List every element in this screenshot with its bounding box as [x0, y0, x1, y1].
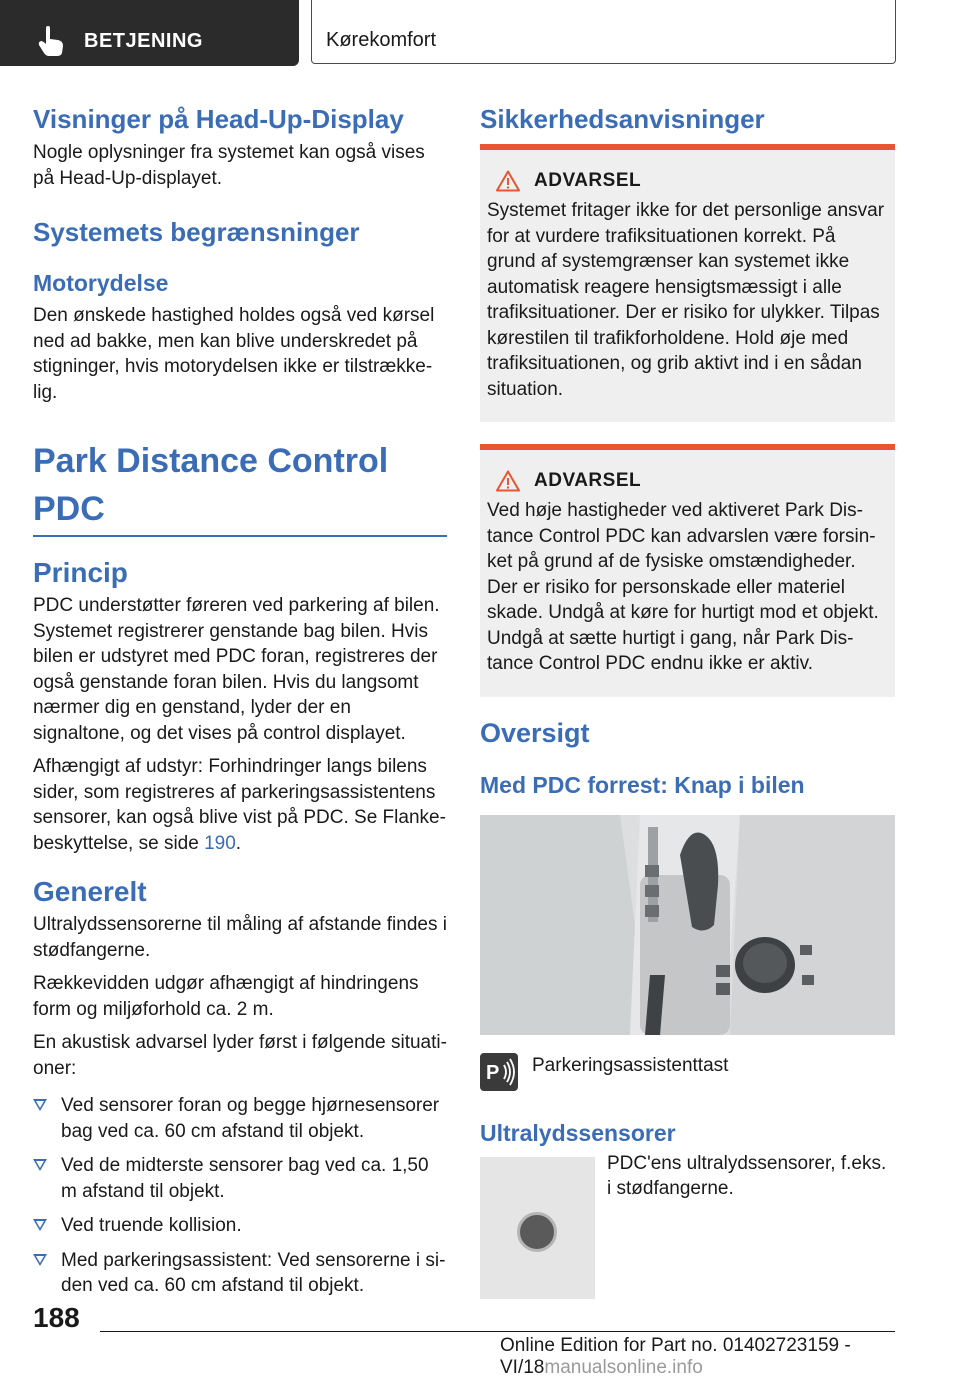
situations-list — [33, 1093, 447, 1299]
warning-title: ADVARSEL — [534, 170, 642, 191]
hud-heading: Visninger på Head-Up-Display — [33, 104, 404, 134]
page-number: 188 — [33, 1302, 80, 1333]
list-item: Ved de midterste sensorer bag ved ca. 1,50 m afstand til objekt. — [33, 1153, 447, 1204]
general-heading: Generelt — [33, 876, 147, 907]
princip-text-2 — [33, 754, 447, 856]
watermark-text: manualsonline.info — [544, 1357, 703, 1378]
princip-text-2-end: . — [235, 832, 242, 854]
list-item: Ved truende kollision. — [33, 1213, 447, 1239]
page-link[interactable]: 190 — [204, 832, 236, 854]
right-column — [480, 100, 895, 1299]
list-item: Med parkeringsassistent: Ved sensorerne i siden ved ca. 60 cm afstand til objekt. — [33, 1248, 447, 1299]
sensors-heading: Ultralydssensorer — [480, 1119, 676, 1146]
footer-rule — [100, 1331, 895, 1332]
chapter-title: Kørekomfort — [326, 29, 437, 51]
pdc-front-heading: Med PDC forrest: Knap i bilen — [480, 771, 805, 798]
sensor-icon — [517, 1212, 557, 1252]
warning-box-1 — [480, 144, 895, 422]
list-item: Ved sensorer foran og begge hjørnesensorer bag ved ca. 60 cm afstand til objekt. — [33, 1093, 447, 1144]
princip-text-1: PDC understøtter føreren ved parkering af bilen. Systemet registrerer genstande bag bilen. Hvis bilen er udstyret med PDC foran, registreres der også genstande foran bilen. Hvis du langsomt nærmer dig en genstand, lyder der en signaltone, og det vises på control displayet. — [33, 595, 440, 744]
warning-triangle-icon — [496, 170, 520, 192]
general-text-1: Ultralydssensorerne til måling af afstande findes i stødfangerne. — [33, 914, 447, 961]
warning-box-2 — [480, 444, 895, 697]
svg-text:P: P — [486, 1061, 500, 1084]
general-text-3: En akustisk advarsel lyder først i følgende situationer: — [33, 1032, 447, 1079]
triangle-bullet-icon — [33, 1159, 47, 1171]
chapter-header — [311, 0, 896, 64]
limits-heading: Systemets begrænsninger — [33, 217, 360, 247]
hud-text: Nogle oplysninger fra systemet kan også vises på Head-Up-displayet. — [33, 142, 425, 189]
warning-triangle-icon — [496, 470, 520, 492]
sensors-text: PDC'ens ultralydssensorer, f.eks. i stødfangerne. — [607, 1152, 887, 1199]
heading-rule — [33, 535, 447, 537]
edition-text: Online Edition for Part no. 01402723159 - VI/18 — [500, 1335, 851, 1378]
button-label: Parkeringsassistenttast — [532, 1054, 729, 1076]
princip-heading: Princip — [33, 557, 128, 588]
warning-title: ADVARSEL — [534, 470, 642, 491]
princip-text-2-body: Afhængigt af udstyr: Forhindringer langs bilens sider, som registreres af parkeringsassistentens sensorer, kan også blive vist på PDC. Se Flankebeskyttelse, se side — [33, 756, 446, 854]
hand-pointer-icon — [38, 26, 66, 56]
center-console-photo — [480, 815, 895, 1035]
safety-heading: Sikkerhedsanvisninger — [480, 104, 765, 134]
section-tab — [0, 0, 299, 66]
button-legend — [480, 1053, 895, 1091]
section-label: BETJENING — [84, 30, 203, 52]
general-text-2: Rækkevidden udgør afhængigt af hindringens form og miljøforhold ca. 2 m. — [33, 973, 419, 1020]
motor-text: Den ønskede hastighed holdes også ved kørsel ned ad bakke, men kan blive underskredet på stigninger, hvis motorydelsen ikke er tilstrækkelig. — [33, 305, 435, 403]
warning-text: Ved høje hastigheder ved aktiveret Park Distance Control PDC kan advarslen være forsinket på grund af de fysiske omstændigheder. Der er risiko for personskade eller materiel skade. Undgå at køre for hurtigt mod et objekt. Undgå at sætte hurtigt i gang, når Park Distance Control PDC endnu ikke er aktiv. — [487, 500, 879, 674]
triangle-bullet-icon — [33, 1254, 47, 1266]
triangle-bullet-icon — [33, 1219, 47, 1231]
pdc-heading: Park Distance Control PDC — [33, 442, 389, 528]
triangle-bullet-icon — [33, 1099, 47, 1111]
left-column — [33, 100, 447, 1308]
motor-heading: Motorydelse — [33, 270, 169, 296]
sensor-section — [480, 1151, 895, 1299]
parking-assist-button-icon — [480, 1053, 518, 1091]
footer-edition — [500, 1335, 960, 1379]
ultrasonic-sensor-photo — [480, 1157, 595, 1299]
warning-text: Systemet fritager ikke for det personlige ansvar for at vurdere trafiksituationen korrekt. På grund af systemgrænser kan systemet ikke automatisk reagere hensigtsmæssigt i alle trafiksituationer. Der er risiko for ulykker. Tilpas kørestilen til trafikforholdene. Hold øje med trafiksituationen, og grib aktivt ind i en sådan situation. — [487, 200, 885, 400]
overview-heading: Oversigt — [480, 717, 590, 748]
